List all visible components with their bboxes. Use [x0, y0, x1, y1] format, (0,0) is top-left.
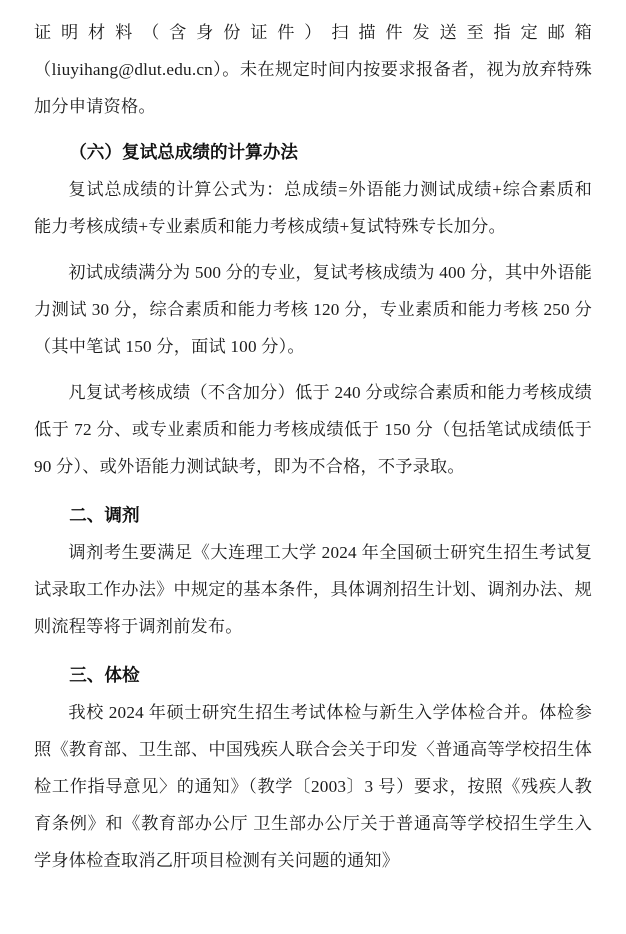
section-heading-six: （六）复试总成绩的计算办法 — [69, 142, 298, 162]
paragraph-scores: 初试成绩满分为 500 分的专业，复试考核成绩为 400 分，其中外语能力测试 30 分，综合素质和能力考核 120 分，专业素质和能力考核 250 分（其中笔试 150 分，面试 100 分）。 — [34, 263, 592, 356]
section-heading-two: 二、调剂 — [69, 505, 140, 525]
spacer — [34, 365, 592, 374]
paragraph-physical: 我校 2024 年硕士研究生招生考试体检与新生入学体检合并。体检参照《教育部、卫生部、中国残疾人联合会关于印发〈普通高等学校招生体检工作指导意见〉的通知》（教学〔2003〕3 号）要求，按照《残疾人教育条例》和《教育部办公厅 卫生部办公厅关于普通高等学校招生学生入学身体检查取消乙肝项目检测有关问题的通知》 — [34, 703, 592, 870]
paragraph-formula: 复试总成绩的计算公式为：总成绩=外语能力测试成绩+综合素质和能力考核成绩+专业素质和能力考核成绩+复试特殊专长加分。 — [34, 180, 592, 236]
paragraph-transfer: 调剂考生要满足《大连理工大学 2024 年全国硕士研究生招生考试复试录取工作办法》中规定的基本条件，具体调剂招生计划、调剂办法、规则流程等将于调剂前发布。 — [34, 543, 592, 636]
paragraph-fail-criteria: 凡复试考核成绩（不含加分）低于 240 分或综合素质和能力考核成绩低于 72 分、或专业素质和能力考核成绩低于 150 分（包括笔试成绩低于 90 分）、或外语能力测试缺考，即为不合格，不予录取。 — [34, 383, 592, 476]
spacer — [34, 645, 592, 657]
spacer — [34, 245, 592, 254]
spacer — [34, 125, 592, 134]
spacer — [34, 485, 592, 497]
paragraph-email-notice: 证明材料（含身份证件）扫描件发送至指定邮箱（liuyihang@dlut.edu.cn）。未在规定时间内按要求报备者，视为放弃特殊加分申请资格。 — [34, 23, 592, 116]
section-heading-three: 三、体检 — [69, 665, 140, 685]
